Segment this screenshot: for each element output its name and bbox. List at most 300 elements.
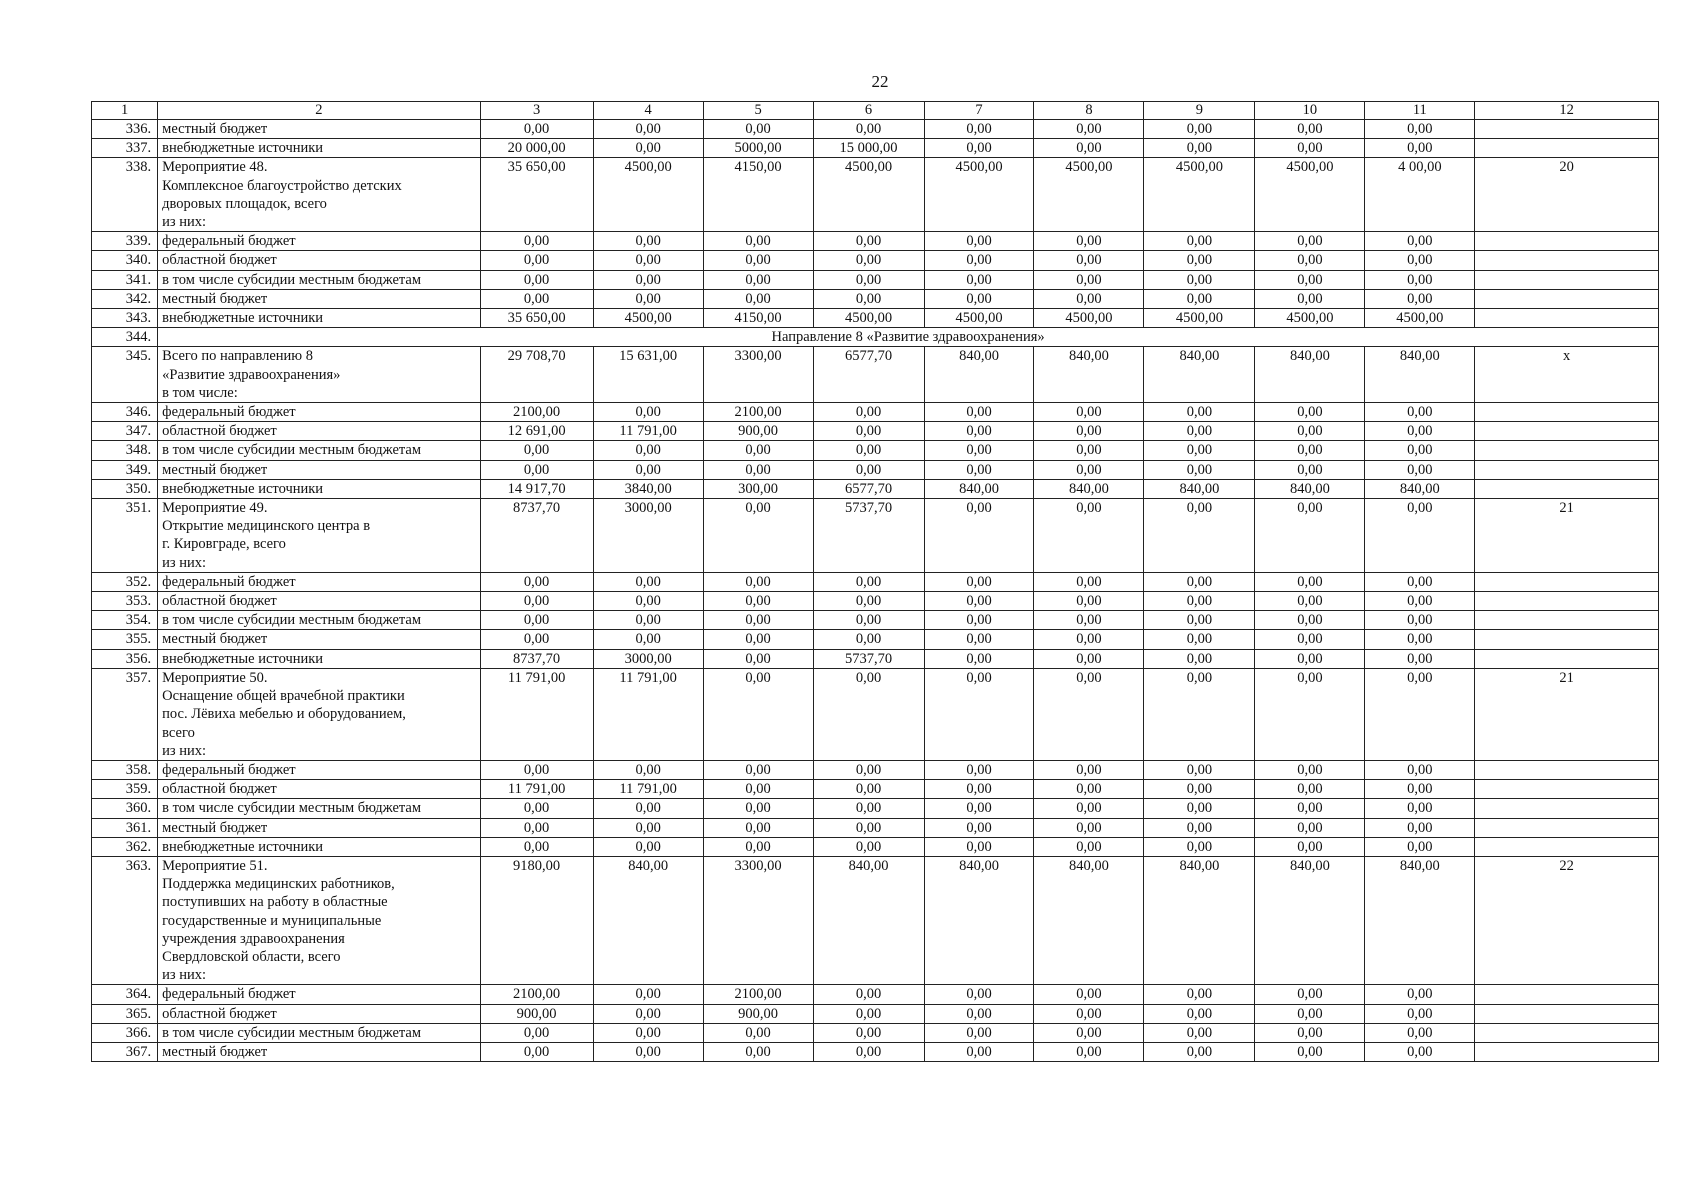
value-cell: 0,00 [593, 251, 703, 270]
target-indicator-cell [1475, 403, 1659, 422]
value-cell: 0,00 [1255, 1042, 1365, 1061]
value-cell: 840,00 [924, 479, 1034, 498]
table-row [92, 780, 1659, 799]
row-name [158, 158, 480, 232]
value-cell: 0,00 [1255, 403, 1365, 422]
row-name [158, 347, 480, 403]
row-name-line: в том числе субсидии местным бюджетам [162, 612, 422, 629]
target-indicator-cell [1475, 780, 1659, 799]
value-cell: 840,00 [1255, 347, 1365, 403]
target-indicator-cell [1475, 630, 1659, 649]
row-number: 360. [92, 799, 158, 818]
value-cell: 0,00 [1034, 630, 1144, 649]
target-indicator-cell: x [1475, 347, 1659, 403]
table-row [92, 818, 1659, 837]
value-cell: 840,00 [1144, 347, 1255, 403]
value-cell: 4500,00 [1144, 158, 1255, 232]
value-cell: 0,00 [1034, 120, 1144, 139]
target-indicator-cell [1475, 309, 1659, 328]
row-name [158, 120, 480, 139]
value-cell: 0,00 [1144, 985, 1255, 1004]
value-cell: 0,00 [1144, 120, 1255, 139]
value-cell: 20 000,00 [480, 139, 593, 158]
value-cell: 0,00 [480, 818, 593, 837]
table-row [92, 668, 1659, 760]
row-number: 355. [92, 630, 158, 649]
table-header-row [92, 102, 1659, 120]
value-cell: 5737,70 [813, 499, 924, 573]
value-cell: 0,00 [924, 818, 1034, 837]
row-name [158, 499, 480, 573]
row-number: 352. [92, 572, 158, 591]
value-cell: 0,00 [924, 1042, 1034, 1061]
value-cell: 0,00 [703, 572, 813, 591]
value-cell: 4500,00 [1365, 309, 1475, 328]
value-cell: 840,00 [1255, 479, 1365, 498]
row-name-line: местный бюджет [162, 461, 268, 478]
row-number: 351. [92, 499, 158, 573]
value-cell: 0,00 [1365, 668, 1475, 760]
value-cell: 3300,00 [703, 856, 813, 984]
value-cell: 0,00 [1144, 139, 1255, 158]
header-cell: 9 [1144, 102, 1255, 120]
value-cell: 0,00 [593, 1023, 703, 1042]
value-cell: 0,00 [924, 837, 1034, 856]
row-name-line: областной бюджет [162, 781, 277, 798]
value-cell: 840,00 [1034, 479, 1144, 498]
value-cell: 0,00 [924, 780, 1034, 799]
value-cell: 0,00 [813, 422, 924, 441]
row-name-line: Поддержка медицинских работников, [162, 876, 395, 893]
target-indicator-cell: 21 [1475, 499, 1659, 573]
row-name [158, 422, 480, 441]
value-cell: 0,00 [1365, 985, 1475, 1004]
row-name-line: областной бюджет [162, 1005, 277, 1022]
value-cell: 0,00 [1034, 499, 1144, 573]
value-cell: 0,00 [924, 499, 1034, 573]
value-cell: 0,00 [1034, 611, 1144, 630]
value-cell: 0,00 [1034, 460, 1144, 479]
value-cell: 0,00 [1144, 611, 1255, 630]
value-cell: 0,00 [1034, 818, 1144, 837]
table-row [92, 630, 1659, 649]
row-number: 343. [92, 309, 158, 328]
row-name [158, 460, 480, 479]
value-cell: 0,00 [593, 760, 703, 779]
value-cell: 0,00 [1255, 985, 1365, 1004]
value-cell: 0,00 [1255, 1023, 1365, 1042]
row-name-line: Свердловской области, всего [162, 948, 341, 965]
value-cell: 0,00 [1365, 441, 1475, 460]
value-cell: 0,00 [1255, 611, 1365, 630]
table-row [92, 120, 1659, 139]
row-number: 337. [92, 139, 158, 158]
value-cell: 900,00 [703, 1004, 813, 1023]
row-number: 344. [92, 328, 158, 347]
value-cell: 0,00 [1144, 780, 1255, 799]
row-name-line: Мероприятие 49. [162, 500, 268, 517]
value-cell: 840,00 [1034, 347, 1144, 403]
value-cell: 0,00 [480, 270, 593, 289]
target-indicator-cell [1475, 120, 1659, 139]
value-cell: 0,00 [813, 592, 924, 611]
table-row [92, 837, 1659, 856]
value-cell: 0,00 [924, 441, 1034, 460]
target-indicator-cell [1475, 572, 1659, 591]
row-name [158, 441, 480, 460]
header-cell: 11 [1365, 102, 1475, 120]
row-number: 350. [92, 479, 158, 498]
value-cell: 9180,00 [480, 856, 593, 984]
value-cell: 35 650,00 [480, 309, 593, 328]
row-name [158, 309, 480, 328]
value-cell: 0,00 [1034, 232, 1144, 251]
table-row [92, 460, 1659, 479]
row-name-line: местный бюджет [162, 290, 268, 307]
row-name [158, 592, 480, 611]
row-name-line: поступивших на работу в областные [162, 894, 388, 911]
value-cell: 0,00 [813, 232, 924, 251]
value-cell: 2100,00 [480, 403, 593, 422]
value-cell: 4500,00 [813, 309, 924, 328]
value-cell: 8737,70 [480, 499, 593, 573]
row-name [158, 270, 480, 289]
row-number: 367. [92, 1042, 158, 1061]
page-number: 22 [871, 72, 889, 91]
row-name-line: Всего по направлению 8 [162, 348, 313, 365]
table-row [92, 139, 1659, 158]
target-indicator-cell [1475, 985, 1659, 1004]
row-number: 354. [92, 611, 158, 630]
table-row [92, 856, 1659, 984]
value-cell: 0,00 [1034, 422, 1144, 441]
value-cell: 0,00 [593, 460, 703, 479]
value-cell: 0,00 [813, 289, 924, 308]
value-cell: 0,00 [1144, 422, 1255, 441]
row-name [158, 232, 480, 251]
value-cell: 0,00 [1255, 760, 1365, 779]
value-cell: 15 000,00 [813, 139, 924, 158]
value-cell: 0,00 [480, 232, 593, 251]
value-cell: 840,00 [813, 856, 924, 984]
value-cell: 8737,70 [480, 649, 593, 668]
value-cell: 0,00 [924, 422, 1034, 441]
value-cell: 0,00 [1365, 499, 1475, 573]
row-name-line: «Развитие здравоохранения» [162, 366, 341, 383]
row-name [158, 289, 480, 308]
value-cell: 0,00 [703, 592, 813, 611]
table-row [92, 441, 1659, 460]
target-indicator-cell [1475, 441, 1659, 460]
value-cell: 0,00 [1255, 120, 1365, 139]
value-cell: 0,00 [1365, 1042, 1475, 1061]
value-cell: 0,00 [1255, 572, 1365, 591]
value-cell: 0,00 [1034, 1004, 1144, 1023]
value-cell: 0,00 [1255, 441, 1365, 460]
value-cell: 0,00 [1034, 837, 1144, 856]
value-cell: 0,00 [703, 630, 813, 649]
row-name-line: местный бюджет [162, 1043, 268, 1060]
table-row [92, 572, 1659, 591]
value-cell: 0,00 [480, 460, 593, 479]
value-cell: 0,00 [593, 232, 703, 251]
value-cell: 0,00 [813, 780, 924, 799]
row-number: 348. [92, 441, 158, 460]
value-cell: 4500,00 [1034, 158, 1144, 232]
table-row [92, 158, 1659, 232]
value-cell: 840,00 [1365, 856, 1475, 984]
row-number: 346. [92, 403, 158, 422]
value-cell: 0,00 [924, 460, 1034, 479]
target-indicator-cell [1475, 460, 1659, 479]
value-cell: 0,00 [1034, 799, 1144, 818]
value-cell: 0,00 [1144, 837, 1255, 856]
row-name-line: в том числе субсидии местным бюджетам [162, 271, 422, 288]
header-cell: 6 [813, 102, 924, 120]
value-cell: 0,00 [813, 837, 924, 856]
value-cell: 0,00 [1034, 270, 1144, 289]
value-cell: 0,00 [1034, 441, 1144, 460]
row-name [158, 799, 480, 818]
value-cell: 0,00 [703, 289, 813, 308]
table-row [92, 289, 1659, 308]
value-cell: 0,00 [1365, 232, 1475, 251]
value-cell: 11 791,00 [480, 780, 593, 799]
value-cell: 29 708,70 [480, 347, 593, 403]
value-cell: 4500,00 [1144, 309, 1255, 328]
row-name-line: внебюджетные источники [162, 480, 324, 497]
value-cell: 0,00 [813, 985, 924, 1004]
row-name [158, 818, 480, 837]
target-indicator-cell [1475, 289, 1659, 308]
value-cell: 0,00 [1144, 499, 1255, 573]
section-title: Направление 8 «Развитие здравоохранения» [158, 328, 1659, 347]
value-cell: 0,00 [480, 441, 593, 460]
row-number: 338. [92, 158, 158, 232]
row-name-line: областной бюджет [162, 252, 277, 269]
value-cell: 0,00 [1365, 630, 1475, 649]
value-cell: 0,00 [1034, 760, 1144, 779]
header-cell: 10 [1255, 102, 1365, 120]
table-row [92, 760, 1659, 779]
row-name-line: внебюджетные источники [162, 650, 324, 667]
value-cell: 840,00 [924, 856, 1034, 984]
value-cell: 840,00 [1365, 347, 1475, 403]
value-cell: 5737,70 [813, 649, 924, 668]
value-cell: 0,00 [593, 799, 703, 818]
value-cell: 3000,00 [593, 499, 703, 573]
value-cell: 0,00 [480, 760, 593, 779]
value-cell: 0,00 [480, 592, 593, 611]
row-number: 366. [92, 1023, 158, 1042]
target-indicator-cell [1475, 479, 1659, 498]
value-cell: 4500,00 [593, 309, 703, 328]
row-name-line: в том числе субсидии местным бюджетам [162, 800, 422, 817]
value-cell: 0,00 [1255, 799, 1365, 818]
value-cell: 0,00 [1034, 251, 1144, 270]
value-cell: 0,00 [1255, 139, 1365, 158]
row-number: 340. [92, 251, 158, 270]
value-cell: 0,00 [813, 441, 924, 460]
target-indicator-cell [1475, 139, 1659, 158]
value-cell: 0,00 [593, 1004, 703, 1023]
row-name-line: в том числе субсидии местным бюджетам [162, 1024, 422, 1041]
row-number: 358. [92, 760, 158, 779]
value-cell: 0,00 [924, 1023, 1034, 1042]
value-cell: 0,00 [813, 611, 924, 630]
header-cell: 12 [1475, 102, 1659, 120]
value-cell: 0,00 [1365, 592, 1475, 611]
value-cell: 4500,00 [1255, 158, 1365, 232]
value-cell: 0,00 [1365, 251, 1475, 270]
value-cell: 35 650,00 [480, 158, 593, 232]
value-cell: 0,00 [1255, 1004, 1365, 1023]
value-cell: 11 791,00 [593, 780, 703, 799]
value-cell: 0,00 [924, 668, 1034, 760]
value-cell: 4500,00 [924, 158, 1034, 232]
value-cell: 0,00 [1255, 422, 1365, 441]
value-cell: 0,00 [1034, 649, 1144, 668]
value-cell: 0,00 [1365, 799, 1475, 818]
value-cell: 4 00,00 [1365, 158, 1475, 232]
value-cell: 0,00 [593, 572, 703, 591]
value-cell: 0,00 [593, 289, 703, 308]
target-indicator-cell [1475, 232, 1659, 251]
row-number: 345. [92, 347, 158, 403]
row-number: 357. [92, 668, 158, 760]
table-row [92, 347, 1659, 403]
header-cell: 7 [924, 102, 1034, 120]
value-cell: 6577,70 [813, 347, 924, 403]
header-cell: 1 [92, 102, 158, 120]
row-name [158, 139, 480, 158]
value-cell: 0,00 [703, 120, 813, 139]
row-number: 362. [92, 837, 158, 856]
value-cell: 840,00 [1144, 479, 1255, 498]
row-name-line: федеральный бюджет [162, 404, 296, 421]
row-number: 347. [92, 422, 158, 441]
value-cell: 0,00 [1255, 837, 1365, 856]
value-cell: 300,00 [703, 479, 813, 498]
value-cell: 0,00 [593, 985, 703, 1004]
value-cell: 3840,00 [593, 479, 703, 498]
value-cell: 14 917,70 [480, 479, 593, 498]
row-name-line: федеральный бюджет [162, 761, 296, 778]
value-cell: 0,00 [813, 460, 924, 479]
row-name-line: Комплексное благоустройство детских [162, 177, 402, 194]
value-cell: 0,00 [593, 818, 703, 837]
value-cell: 0,00 [1034, 1023, 1144, 1042]
value-cell: 0,00 [703, 780, 813, 799]
value-cell: 0,00 [813, 120, 924, 139]
table-row [92, 479, 1659, 498]
value-cell: 15 631,00 [593, 347, 703, 403]
value-cell: 4500,00 [813, 158, 924, 232]
value-cell: 900,00 [480, 1004, 593, 1023]
value-cell: 0,00 [593, 139, 703, 158]
target-indicator-cell [1475, 251, 1659, 270]
value-cell: 0,00 [813, 572, 924, 591]
value-cell: 0,00 [1255, 649, 1365, 668]
header-cell: 5 [703, 102, 813, 120]
row-number: 341. [92, 270, 158, 289]
row-number: 349. [92, 460, 158, 479]
row-name-line: дворовых площадок, всего [162, 195, 327, 212]
row-name-line: внебюджетные источники [162, 310, 324, 327]
row-name-line: Мероприятие 51. [162, 857, 268, 874]
value-cell: 840,00 [1365, 479, 1475, 498]
value-cell: 0,00 [813, 818, 924, 837]
row-name [158, 668, 480, 760]
value-cell: 0,00 [703, 1023, 813, 1042]
value-cell: 0,00 [1034, 1042, 1144, 1061]
table-row [92, 328, 1659, 347]
target-indicator-cell [1475, 270, 1659, 289]
value-cell: 0,00 [924, 289, 1034, 308]
value-cell: 0,00 [1034, 592, 1144, 611]
value-cell: 0,00 [813, 1023, 924, 1042]
value-cell: 0,00 [480, 611, 593, 630]
value-cell: 0,00 [480, 251, 593, 270]
value-cell: 0,00 [703, 649, 813, 668]
row-name-line: всего [162, 724, 195, 741]
row-name-line: федеральный бюджет [162, 233, 296, 250]
row-name-line: Мероприятие 48. [162, 159, 268, 176]
row-name-line: учреждения здравоохранения [162, 930, 345, 947]
value-cell: 0,00 [1255, 270, 1365, 289]
header-cell: 3 [480, 102, 593, 120]
value-cell: 0,00 [593, 592, 703, 611]
value-cell: 0,00 [924, 232, 1034, 251]
table-row [92, 1004, 1659, 1023]
value-cell: 0,00 [593, 630, 703, 649]
value-cell: 0,00 [593, 270, 703, 289]
row-name-line: пос. Лёвиха мебелью и оборудованием, [162, 706, 406, 723]
value-cell: 0,00 [1255, 289, 1365, 308]
value-cell: 0,00 [1144, 1023, 1255, 1042]
row-name [158, 649, 480, 668]
value-cell: 0,00 [1365, 403, 1475, 422]
value-cell: 0,00 [703, 1042, 813, 1061]
value-cell: 0,00 [1144, 251, 1255, 270]
table-row [92, 799, 1659, 818]
value-cell: 0,00 [593, 403, 703, 422]
table-row [92, 422, 1659, 441]
row-number: 363. [92, 856, 158, 984]
value-cell: 11 791,00 [480, 668, 593, 760]
value-cell: 0,00 [924, 611, 1034, 630]
value-cell: 2100,00 [480, 985, 593, 1004]
value-cell: 0,00 [703, 668, 813, 760]
value-cell: 0,00 [924, 270, 1034, 289]
value-cell: 0,00 [1365, 139, 1475, 158]
value-cell: 0,00 [924, 649, 1034, 668]
budget-table [91, 101, 1659, 1062]
row-name-line: местный бюджет [162, 819, 268, 836]
table-body [92, 102, 1659, 1062]
value-cell: 0,00 [480, 1023, 593, 1042]
value-cell: 0,00 [703, 499, 813, 573]
value-cell: 0,00 [1144, 289, 1255, 308]
value-cell: 0,00 [703, 611, 813, 630]
value-cell: 0,00 [1255, 251, 1365, 270]
value-cell: 0,00 [1144, 630, 1255, 649]
row-name-line: федеральный бюджет [162, 986, 296, 1003]
value-cell: 0,00 [1144, 460, 1255, 479]
row-name-line: Оснащение общей врачебной практики [162, 688, 405, 705]
row-name [158, 403, 480, 422]
row-name [158, 611, 480, 630]
